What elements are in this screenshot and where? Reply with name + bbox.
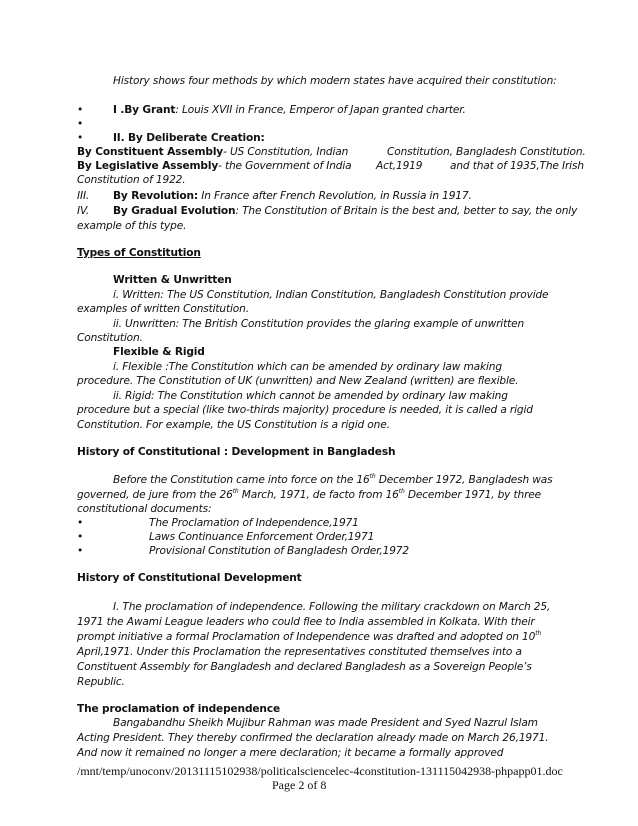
text-line (77, 645, 522, 659)
text-line (113, 131, 265, 145)
text-span: • (77, 132, 84, 144)
text-span: procedure. The Constitution of UK (unwritten) and New Zealand (written) are flexible. (77, 375, 519, 387)
text-line (77, 660, 532, 674)
text-span: Constitution of 1922. (77, 174, 186, 186)
text-span: I .By Grant (113, 104, 176, 116)
text-span: By Revolution: (113, 190, 199, 202)
text-line (77, 331, 143, 345)
text-span: Laws Continuance Enforcement Order,1971 (149, 531, 375, 543)
text-span: • (77, 118, 84, 130)
text-line (77, 615, 535, 629)
text-line (77, 630, 541, 644)
text-line (149, 544, 409, 558)
text-line (113, 288, 548, 302)
text-span: ii. Rigid: The Constitution which cannot be amended by ordinary law making (113, 390, 508, 402)
text-line (77, 675, 125, 689)
text-span: Types of Constitution (77, 247, 201, 259)
text-line (149, 516, 359, 530)
text-span: I. The proclamation of independence. Following the military crackdown on March 25, (113, 601, 551, 613)
superscript: th (398, 487, 405, 495)
text-span: The proclamation of independence (77, 703, 280, 715)
text-line (149, 530, 374, 544)
text-span: And now it remained no longer a mere declaration; it became a formally approved (77, 747, 504, 759)
text-span: History of Constitutional Development (77, 572, 302, 584)
text-line (77, 189, 89, 203)
text-span: Bangabandhu Sheikh Mujibur Rahman was made President and Syed Nazrul Islam (113, 717, 538, 729)
text-line (77, 103, 83, 117)
text-line (113, 600, 550, 614)
text-span: Republic. (77, 676, 125, 688)
text-span: December 1972, Bangladesh was (375, 474, 553, 486)
text-line (77, 731, 548, 745)
text-line (113, 360, 502, 374)
text-span: Page 2 of 8 (272, 778, 327, 792)
text-line (113, 189, 472, 203)
text-line (77, 516, 83, 530)
text-span: procedure but a special (like two-thirds majority) procedure is needed, it is called a rigid (77, 404, 533, 416)
text-line (113, 345, 205, 359)
text-span: - US Constitution, Indian (223, 146, 349, 158)
text-span: Constituent Assembly for Bangladesh and declared Bangladesh as a Sovereign People’s (77, 661, 532, 673)
text-span: Before the Constitution came into force on the 16 (113, 474, 370, 486)
superscript: th (369, 472, 376, 480)
text-line (113, 317, 524, 331)
text-span: In France after French Revolution, in Russia in 1917. (198, 190, 472, 202)
text-line (77, 117, 83, 131)
text-line (272, 778, 326, 793)
text-span: Written & Unwritten (113, 274, 232, 286)
text-span: Provisional Constitution of Bangladesh Order,1972 (149, 545, 409, 557)
text-span: History shows four methods by which modern states have acquired their constitution: (113, 75, 557, 87)
text-span: Flexible & Rigid (113, 346, 205, 358)
text-span: /mnt/temp/unoconv/20131115102938/politicalsciencelec-4constitution-131115042938-phpapp01.doc (77, 764, 563, 778)
text-span: Constitution, Bangladesh Constitution. (387, 146, 586, 158)
text-line (77, 488, 541, 502)
text-line (113, 204, 577, 218)
text-span: : Louis XVII in France, Emperor of Japan granted charter. (175, 104, 466, 116)
text-span: i. Flexible :The Constitution which can be amended by ordinary law making (113, 361, 502, 373)
text-line (77, 302, 249, 316)
text-span: II. By Deliberate Creation: (113, 132, 265, 144)
text-span: ii. Unwritten: The British Constitution provides the glaring example of unwritten (113, 318, 525, 330)
text-span: • (77, 104, 84, 116)
text-span: • (77, 517, 84, 529)
text-span: By Legislative Assembly (77, 160, 219, 172)
text-line (113, 716, 538, 730)
text-span: December 1971, by three (404, 489, 542, 501)
text-span: History of Constitutional : Development in Bangladesh (77, 446, 396, 458)
text-span: : The Constitution of Britain is the best and, better to say, the only (235, 205, 578, 217)
text-line (387, 145, 586, 159)
text-span: governed, de jure from the 26 (77, 489, 233, 501)
text-line (450, 159, 584, 173)
text-span: The Proclamation of Independence,1971 (149, 517, 359, 529)
text-line (77, 571, 302, 585)
text-line (113, 74, 557, 88)
text-span: Act,1919 (376, 160, 423, 172)
text-line (77, 219, 186, 233)
text-line (77, 403, 533, 417)
text-line (77, 746, 503, 760)
text-span: Constitution. For example, the US Constitution is a rigid one. (77, 419, 390, 431)
text-line (77, 204, 89, 218)
text-span: • (77, 531, 84, 543)
text-line (77, 374, 518, 388)
text-line (77, 159, 351, 173)
text-line (77, 131, 83, 145)
text-line (77, 502, 211, 516)
text-span: constitutional documents: (77, 503, 212, 515)
text-line (77, 544, 83, 558)
superscript: th (535, 629, 542, 637)
text-span: example of this type. (77, 220, 187, 232)
text-span: Acting President. They thereby confirmed the declaration already made on March 26,1971. (77, 732, 549, 744)
text-span: 1971 the Awami League leaders who could flee to India assembled in Kolkata. With their (77, 616, 535, 628)
text-line (113, 389, 508, 403)
text-span: By Constituent Assembly (77, 146, 224, 158)
text-span: April,1971. Under this Proclamation the representatives constituted themselves into a (77, 646, 522, 658)
text-span: - the Government of India (218, 160, 352, 172)
text-line (77, 530, 83, 544)
text-span: prompt initiative a formal Proclamation of Independence was drafted and adopted on 10 (77, 631, 536, 643)
text-line (376, 159, 422, 173)
text-span: III. (77, 190, 90, 202)
text-line (113, 103, 466, 117)
text-line (77, 764, 563, 779)
text-span: • (77, 545, 84, 557)
superscript: th (232, 487, 239, 495)
text-line (113, 473, 553, 487)
text-span: Constitution. (77, 332, 143, 344)
text-span: and that of 1935,The Irish (450, 160, 584, 172)
text-line (77, 173, 186, 187)
text-line (77, 445, 395, 459)
text-span: examples of written Constitution. (77, 303, 249, 315)
text-line (77, 145, 348, 159)
text-line (77, 418, 390, 432)
text-span: By Gradual Evolution (113, 205, 236, 217)
text-line (77, 702, 280, 716)
text-line (113, 273, 232, 287)
text-span: i. Written: The US Constitution, Indian Constitution, Bangladesh Constitution provide (113, 289, 549, 301)
text-line (77, 246, 201, 260)
text-span: March, 1971, de facto from 16 (238, 489, 399, 501)
text-span: IV. (77, 205, 90, 217)
